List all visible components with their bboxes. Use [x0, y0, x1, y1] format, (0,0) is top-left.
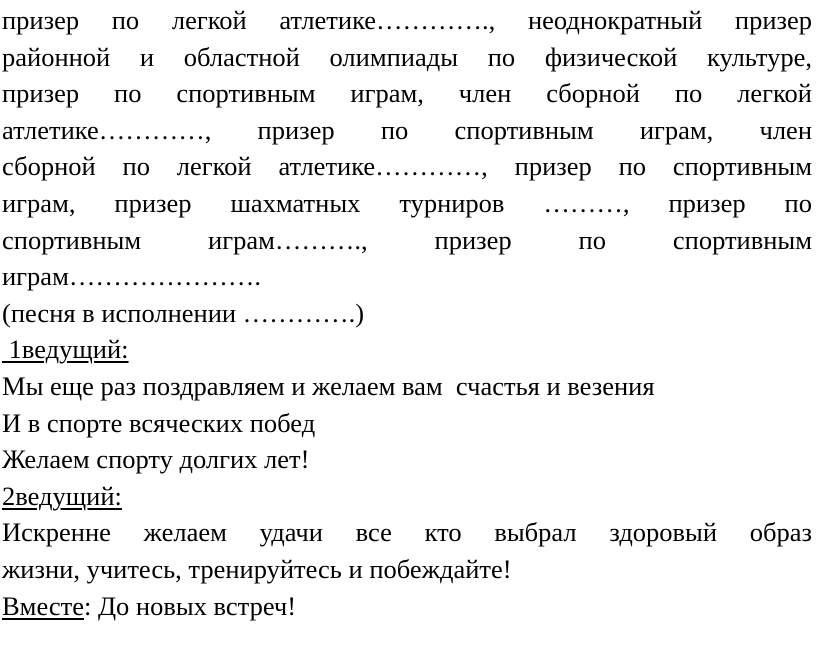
host2-label: 2ведущий: [2, 480, 122, 511]
host1-line-1: Мы еще раз поздравляем и желаем вам счастья и везения [2, 370, 655, 401]
awards-line-7: спортивным играм………., призер по спортивным [2, 224, 812, 255]
host1-line-3: Желаем спорту долгих лет! [2, 444, 310, 475]
document-body [2, 2, 812, 624]
host1-label-line [2, 331, 812, 368]
host2-label-line [2, 478, 812, 515]
awards-line-1: призер по легкой атлетике…………., неоднократный призер [2, 5, 812, 35]
awards-line-5: сборной по легкой атлетике…………, призер по спортивным [2, 151, 812, 182]
awards-line-4: атлетике…………, призер по спортивным играм, член [2, 114, 812, 145]
song-line: (песня в исполнении ………….) [2, 297, 365, 328]
together-text: До новых встреч! [91, 590, 297, 621]
host2-line-1: Искренне желаем удачи все кто выбрал здоровый образ [2, 517, 812, 548]
together-separator: : [83, 590, 92, 621]
together-label: Вместе [2, 590, 84, 621]
host1-line-2: И в спорте всяческих побед [2, 407, 316, 438]
awards-line-3: призер по спортивным играм, член сборной по легкой [2, 78, 812, 109]
host2-line-2: жизни, учитесь, тренируйтесь и побеждайте! [2, 553, 512, 584]
awards-paragraph [2, 2, 812, 295]
awards-line-8: играм…………………. [2, 261, 261, 292]
host1-label: 1ведущий: [2, 334, 129, 365]
together-line [2, 588, 812, 625]
awards-line-6: играм, призер шахматных турниров ………, призер по [2, 187, 812, 218]
awards-line-2: районной и областной олимпиады по физической культуре, [2, 41, 812, 72]
